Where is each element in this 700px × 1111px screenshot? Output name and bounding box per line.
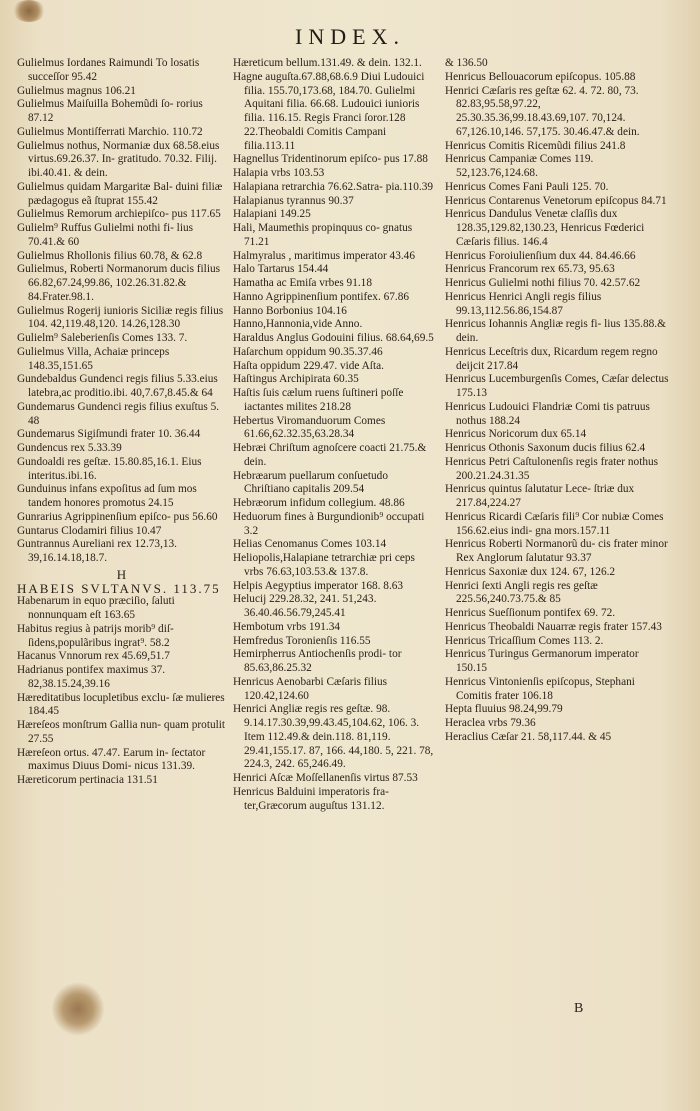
index-entry: Henricus Theobaldi Nauarræ regis frater 157.43 [445,620,662,633]
index-entry: Haſta oppidum 229.47. vide Aſta. [233,359,384,372]
index-entry: Gulielmus Rhollonis filius 60.78, & 62.8 [17,249,203,262]
index-entry: Henricus Noricorum dux 65.14 [445,428,587,441]
index-entry: Haſarchum oppidum 90.35.37.46 [233,345,383,358]
index-entry: Hanno,Hannonia,vide Anno. [233,318,363,331]
index-column-3 [445,57,669,745]
index-entry: HABEIS SVLTANVS. 113.75 [17,580,221,596]
index-entry: Henricus Comitis Ricemũdi filius 241.8 [445,139,626,152]
index-entry: Hæreſeos monſtrum Gallia nun- quam protulit 27.55 [17,719,226,745]
index-entry: Henricus Ricardi Cæſaris fili⁹ Cor nubiæ Comes 156.62.eius indi- gna mors.157.11 [445,510,664,537]
index-entry: Henricus Turingus Germanorum imperator 150.15 [445,648,639,674]
index-entry: Halapianus tyrannus 90.37 [233,194,354,207]
index-entry: Helucij 229.28.32, 241. 51,243. 36.40.46.56.79,245.41 [233,593,377,619]
index-entry: Habenarum in equo præciſio, ſaluti nonnunquam eſt 163.65 [17,595,175,621]
index-entry: Halo Tartarus 154.44 [233,263,329,276]
index-column-2 [233,57,436,813]
index-entry: Gulielmus, Roberti Normanorum ducis filius 66.82,67.24,99.86, 102.26.31.82.& 84.Frater.98.1. [17,263,221,303]
index-entry: Gundemarus Gundenci regis filius exuſtus 5. 48 [17,400,220,427]
index-entry: Guntrannus Aureliani rex 12.73,13. 39,16.14.18,18.7. [17,538,178,564]
index-entry: Haraldus Anglus Godouini filius. 68.64,69.5 [233,332,434,344]
index-entry: Henricus Aenobarbi Cæſaris filius 120.42,124.60 [233,675,388,702]
index-entry: Henricus Balduini imperatoris fra- ter,Græcorum auguſtus 131.12. [233,785,389,812]
index-entry: Gulielmus nothus, Normaniæ dux 68.58.eius virtus.69.26.37. In- gratitudo. 70.32. Filij. ibi.40.41. & dein. [17,139,220,179]
index-entry: Helias Cenomanus Comes 103.14 [233,538,387,551]
index-entry: Hebræarum puellarum conſuetudo Chriſtiano capitalis 209.54 [233,469,388,496]
index-entry: Hagnellus Tridentinorum epiſco- pus 17.88 [233,153,428,166]
index-entry: Haſtingus Archipirata 60.35 [233,373,359,386]
index-entry: Hanno Agrippinenſium pontifex. 67.86 [233,290,410,303]
index-entry: Hemirpherrus Antiochenſis prodi- tor 85.63,86.25.32 [233,648,402,674]
index-entry: Gundebaldus Gundenci regis filius 5.33.eius latebra,ac proditio.ibi. 40,7.67,8.45.& 64 [17,373,218,399]
index-entry: Henricus Contarenus Venetorum epiſcopus 84.71 [445,194,667,207]
index-entry: Hagne auguſta.67.88,68.6.9 Diui Ludouici filia. 155.70,173.68, 184.70. Gulielmi Aquitani filia. 66.68. Ludouici iunioris filia. 116.15. Regis Franci ſoror.128 22.Theobaldi Comitis Campani filia.113.11 [233,70,425,152]
index-entry: Habitus regius à patrijs morib⁹ diſ- ſidens,populãribus ingrat⁹. 58.2 [17,622,174,649]
index-column-1 [17,57,227,788]
index-entry: Hemfredus Toronienſis 116.55 [233,634,371,647]
index-entry: Gulielmus Villa, Achaiæ princeps 148.35,151.65 [17,345,170,372]
index-entry: Hæreticum bellum.131.49. & dein. 132.1. [233,57,422,69]
index-entry: Hacanus Vnnorum rex 45.69,51.7 [17,650,170,663]
index-entry: Henricus Gulielmi nothi filius 70. 42.57.62 [445,277,641,289]
index-entry: Hanno Borbonius 104.16 [233,304,347,317]
index-entry: Hæreſeon ortus. 47.47. Earum in- ſectator maximus Diuus Domi- nicus 131.39. [17,746,206,773]
index-entry: Henricus Tricaſſium Comes 113. 2. [445,634,604,647]
index-entry: Henrici ſexti Angli regis res geſtæ 225.56,240.73.75.& 85 [445,579,598,606]
index-entry: Henricus Campaniæ Comes 119. 52,123.76,124.68. [445,153,594,179]
index-entry: Halmyralus , maritimus imperator 43.46 [233,249,415,262]
index-entry: Henricus quintus ſalutatur Lece- ſtriæ dux 217.84,224.27 [445,483,635,509]
index-entry: Henricus Foroiulienſium dux 44. 84.46.66 [445,249,636,262]
page-title: INDEX. [295,24,405,49]
index-entry: Henricus Comes Fani Pauli 125. 70. [445,180,609,193]
index-entry: Heraclius Cæſar 21. 58,117.44. & 45 [445,730,612,743]
index-entry: Gunrarius Agrippinenſium epiſco- pus 56.60 [17,510,218,523]
index-entry: Henricus Othonis Saxonum ducis filius 62.4 [445,442,646,454]
index-entry: Halapiana retrarchia 76.62.Satra- pia.110.39 [233,180,434,193]
index-entry: Hamatha ac Emiſa vrbes 91.18 [233,277,372,289]
index-entry: Gulielmus Remorum archiepiſco- pus 117.65 [17,208,221,221]
index-entry: Henrici Aſcæ Moſſellanenſis virtus 87.53 [233,772,418,784]
index-entry: Henricus Bellouacorum epiſcopus. 105.88 [445,70,636,83]
index-entry: Henricus Ludouici Flandriæ Comi tis patruus nothus 188.24 [445,400,650,427]
index-entry: Halapiani 149.25 [233,208,311,221]
index-entry: Henricus Saxoniæ dux 124. 67, 126.2 [445,565,616,578]
index-entry: Gulielmus magnus 106.21 [17,84,136,97]
index-entry: Gulielmus Montiſferrati Marchio. 110.72 [17,125,203,138]
index-entry: Henricus Iohannis Angliæ regis fi- lius 135.88.& dein. [445,318,666,344]
index-entry: Hebræorum infidum collegium. 48.86 [233,497,405,509]
index-entry: Henrici Cæſaris res geſtæ 62. 4. 72. 80, 73. 82.83,95.58,97.22, 25.30.35.36,99.18.43.69,107. 70,124. 67,126.10,146. 57,175. 30.46.47.& dein. [445,84,640,138]
index-entry: Gulielm⁹ Saleberienſis Comes 133. 7. [17,332,188,344]
index-entry: Heraclea vrbs 79.36 [445,717,536,729]
index-entry: Henricus Dandulus Venetæ claſſis dux 128.35,129.82,130.23, Henricus Fœderici Cæſaris filius. 146.4 [445,208,645,248]
index-entry: Gunduinus infans expoſitus ad ſum mos tandem honores promotus 24.15 [17,483,197,509]
index-entry: Henrici Angliæ regis res geſtæ. 98. 9.14.17.30.39,99.43.45,104.62, 106. 3. Item 112.49.& dein.118. 81,119. 29.41,155.17. 87, 166. 44,180. 5, 221. 78, 224.3, 242. 65,246.49. [233,703,434,771]
index-entry: Hadrianus pontifex maximus 37. 82,38.15.24,39.16 [17,664,166,690]
index-entry: Gulielmus quidam Margaritæ Bal- duini filiæ pædagogus eã ſtuprat 155.42 [17,180,223,207]
index-entry: Heliopolis,Halapiane tetrarchiæ pri ceps vrbs 76.63,103.53.& 137.8. [233,552,415,578]
index-entry: Hembotum vrbs 191.34 [233,620,341,633]
index-entry: Hebræi Chriſtum agnoſcere coacti 21.75.& dein. [233,442,427,468]
index-entry: Hebertus Viromanduorum Comes 61.66,62.32.35,63.28.34 [233,414,386,441]
index-entry: Guntarus Clodamiri filius 10.47 [17,524,162,537]
index-entry: Gundencus rex 5.33.39 [17,442,122,454]
index-entry: Henricus Henrici Angli regis filius 99.13,112.56.86,154.87 [445,290,602,317]
index-entry: Henricus Sueſſionum pontifex 69. 72. [445,607,616,619]
index-entry: Henricus Lucemburgenſis Comes, Cæſar delectus 175.13 [445,373,669,399]
index-entry: Gundemarus Sigiſmundi frater 10. 36.44 [17,428,201,441]
index-entry: Henricus Vintonienſis epiſcopus, Stephani Comitis frater 106.18 [445,675,635,702]
index-entry: Gulielmus Rogerij iunioris Siciliæ regis filius 104. 42,119.48,120. 14.26,128.30 [17,304,224,331]
signature-mark: B [574,1001,584,1016]
index-entry: Hali, Maumethis propinquus co- gnatus 71.21 [233,222,413,248]
ink-stain [12,0,46,22]
index-entry: Helpis Aegyptius imperator 168. 8.63 [233,579,404,592]
index-entry: Haſtis ſuis cælum ruens ſuſtineri poſſe iactantes milites 218.28 [233,387,404,413]
index-entry: Hæreticorum pertinacia 131.51 [17,774,158,786]
index-entry: Gulielmus Iordanes Raimundi To losatis succeſſor 95.42 [17,57,200,83]
index-entry: Hæreditatibus locupletibus exclu- ſæ mulieres 184.45 [17,691,225,718]
index-entry: H [116,566,128,582]
index-entry: Henricus Roberti Normanorũ du- cis frater minor Rex Anglorum ſalutatur 93.37 [445,538,668,564]
index-entry: Gulielmus Maiſuilla Bohemũdi ſo- rorius 87.12 [17,98,203,124]
index-entry: & 136.50 [445,57,488,69]
index-entry: Hepta fluuius 98.24,99.79 [445,703,563,716]
index-entry: Gulielm⁹ Ruffus Gulielmi nothi fi- lius 70.41.& 60 [17,222,194,248]
index-entry: Henricus Francorum rex 65.73, 95.63 [445,263,615,276]
index-entry: Gundoaldi res geſtæ. 15.80.85,16.1. Eius interitus.ibi.16. [17,455,202,482]
index-entry: Halapia vrbs 103.53 [233,167,325,179]
index-entry: Heduorum fines à Burgundionib⁹ occupati 3.2 [233,510,425,537]
index-entry: Henricus Petri Caſtulonenſis regis frater nothus 200.21.24.31.35 [445,455,659,482]
ink-stain [52,982,104,1036]
index-entry: Henricus Leceſtris dux, Ricardum regem regno deijcit 217.84 [445,345,658,372]
